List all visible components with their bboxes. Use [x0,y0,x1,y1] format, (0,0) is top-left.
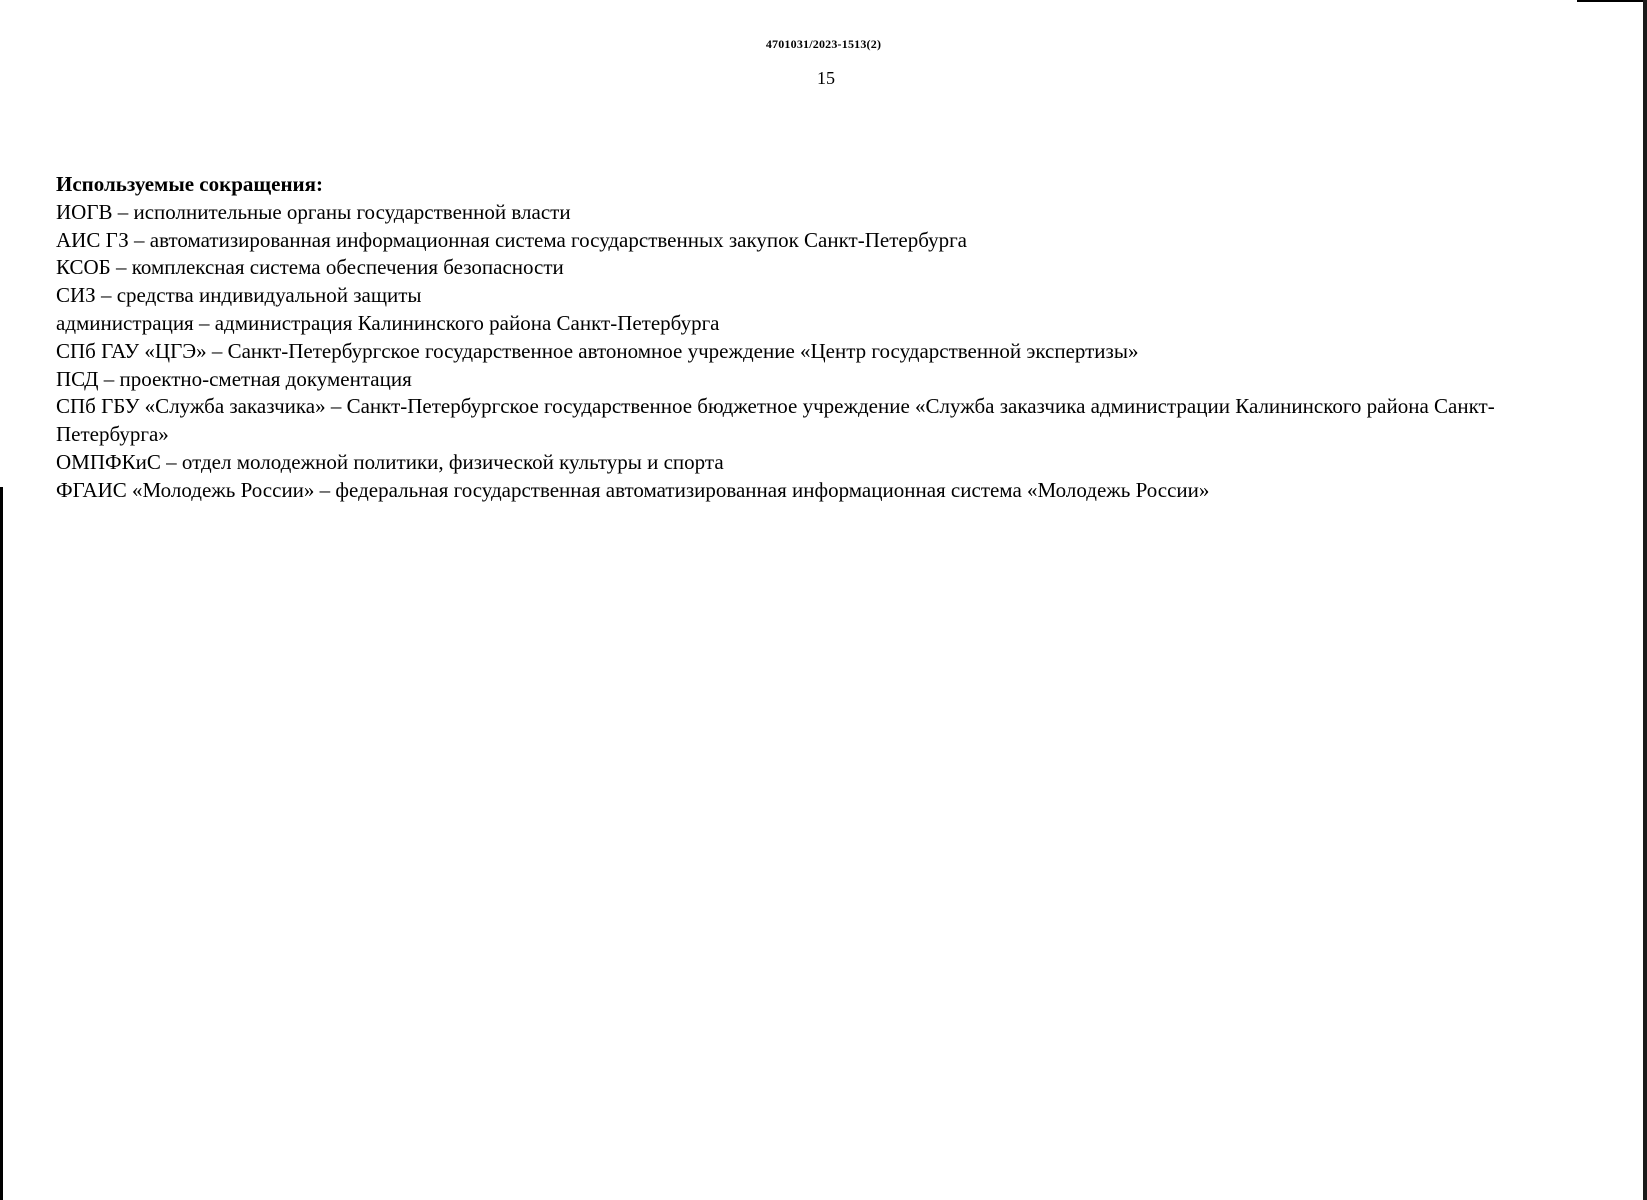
abbreviation-dash: – [319,477,336,502]
abbreviation-term: СПб ГБУ «Служба заказчика» [56,394,326,419]
abbreviation-item [56,254,1596,282]
abbreviation-dash: – [330,394,347,419]
abbreviation-item [56,393,1596,449]
abbreviation-definition: средства индивидуальной защиты [116,283,422,308]
abbreviation-term: ФГАИС «Молодежь России» [56,477,315,502]
abbreviation-definition: Санкт-Петербургское государственное автономное учреждение «Центр государственной экспертизы» [227,338,1139,363]
abbreviation-term: ИОГВ [56,199,113,224]
abbreviation-item [56,449,1596,477]
abbreviation-item [56,310,1596,338]
abbreviation-term: ОМПФКиС [56,449,161,474]
abbreviation-definition: администрация Калининского района Санкт-Петербурга [214,310,720,335]
abbreviation-term: АИС ГЗ [56,227,129,252]
scan-mark [1577,0,1647,2]
page-number: 15 [817,68,835,88]
abbreviation-term: СПб ГАУ «ЦГЭ» [56,338,207,363]
abbreviation-definition: Санкт-Петербургское государственное бюджетное учреждение «Служба заказчика администрации Калининского района Санкт-Петербурга» [56,394,1495,447]
section-title: Используемые сокращения: [56,172,324,196]
scan-edge-left [0,487,3,1200]
abbreviation-term: ПСД [56,366,99,391]
abbreviation-term: КСОБ [56,255,111,280]
abbreviation-dash: – [103,366,120,391]
abbreviation-dash: – [134,227,150,252]
abbreviation-item [56,477,1596,505]
abbreviation-item [56,227,1596,255]
abbreviation-item [56,366,1596,394]
abbreviation-definition: автоматизированная информационная система государственных закупок Санкт-Петербурга [149,227,968,252]
document-id: 4701031/2023-1513(2) [765,37,882,51]
abbreviation-dash: – [115,255,132,280]
abbreviation-dash: – [166,449,182,474]
abbreviation-item [56,338,1596,366]
abbreviation-definition: федеральная государственная автоматизированная информационная система «Молодежь России» [335,477,1210,502]
abbreviation-definition: проектно-сметная документация [119,366,412,391]
abbreviation-dash: – [198,310,215,335]
abbreviation-item [56,199,1596,227]
abbreviation-dash: – [211,338,228,363]
scan-edge-right [1643,0,1647,1200]
abbreviation-dash: – [117,199,134,224]
abbreviation-dash: – [100,283,117,308]
abbreviation-definition: комплексная система обеспечения безопасности [131,255,564,280]
abbreviation-item [56,282,1596,310]
abbreviations-section [56,171,1596,505]
abbreviation-term: СИЗ [56,283,96,308]
abbreviation-definition: исполнительные органы государственной власти [133,199,571,224]
abbreviation-term: администрация [56,310,194,335]
abbreviation-definition: отдел молодежной политики, физической культуры и спорта [181,449,724,474]
